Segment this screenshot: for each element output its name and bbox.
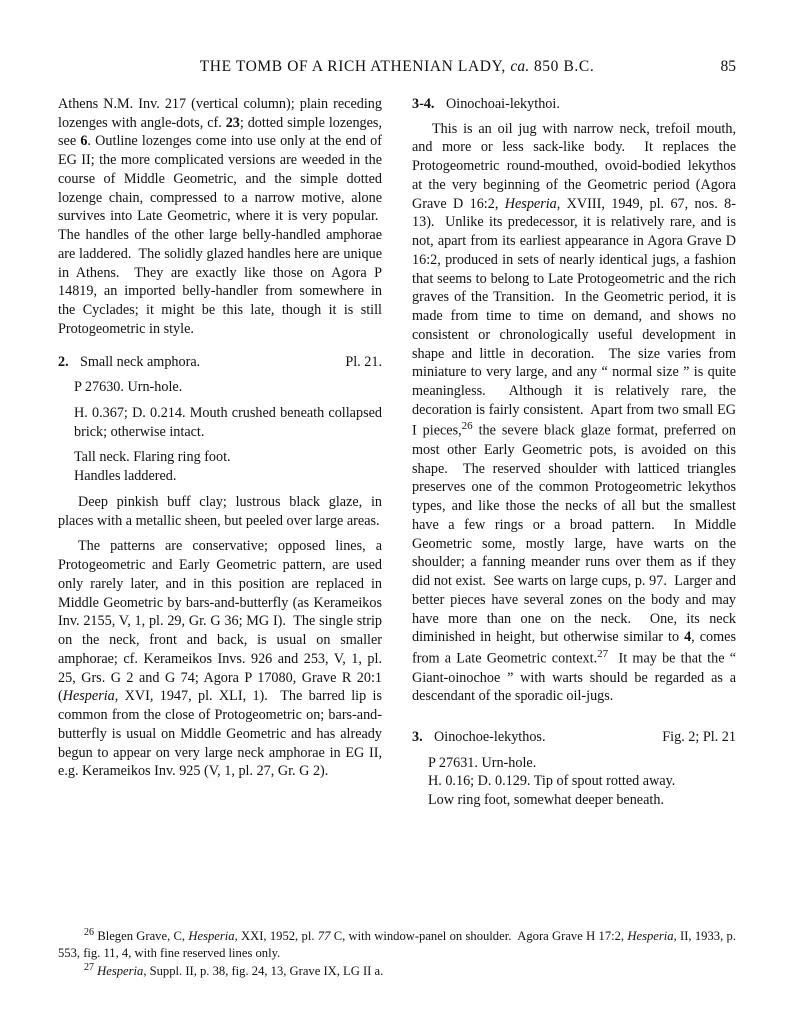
section-number: 3-4. xyxy=(412,96,435,112)
section-title: Oinochoai-lekythoi. xyxy=(446,96,560,112)
entry-line: Tall neck. Flaring ring foot. xyxy=(74,449,231,466)
entry-line: H. 0.367; D. 0.214. Mouth crushed beneath collapsed brick; otherwise intact. xyxy=(74,405,382,440)
entry-line: P 27630. Urn-hole. xyxy=(74,379,183,396)
section-body-paragraph: This is an oil jug with narrow neck, trefoil mouth, and more or less sack-like body. It replaces the Protogeometric round-mouthed, ovoid-bodied lekythos at the very beginning of the Geometric period (Agora Grave D 16:2, Hesperia, XVIII, 1949, pl. 67, nos. 8-13). Unlike its predecessor, it is relatively rare, and is not, apart from its earliest appearance in Agora Grave D 16:2, produced in sets of nearly identical jugs, a fashion that seems to belong to Late Protogeometric and the rich graves of the Transition. In the Geometric period, it is made from time to time on demand, and shows no consistent or chronologically useful development in shape and little in decoration. The size varies from miniature to very large, and any “ normal size ” is quite meaningless. Although it is relatively rare, the decoration is fairly consistent. Apart from two small EG I pieces,$^{26}$ the severe black glaze format, preferred on most other Early Geometric pots, is avoided on this shape. The reserved shoulder with latticed triangles preserves one of the common Protogeometric lekythos types, and like those the necks of all but the smallest have a few rings or a broad pattern. In Middle Geometric some, mostly large, have warts on the shoulder; a fanning meander runs over them as if they did not exist. See warts on large cups, p. 97. Larger and better pieces have several zones on the body and may have more than one on the neck. One, its neck diminished in height, but otherwise similar to 4, comes from a Late Geometric context.$^{27}$ It may be that the “ Giant-oinochoe ” with warts should be regarded as a descendant of the sporadic oil-jugs. xyxy=(412,120,737,705)
entry-number: 2. xyxy=(58,353,69,370)
entry-detail-block-2 xyxy=(58,448,382,485)
running-title-ca: ca. xyxy=(510,58,530,75)
entry-plate-ref: Fig. 2; Pl. 21 xyxy=(662,728,736,745)
entry-line: Handles laddered. xyxy=(74,468,177,485)
section-heading-3-4 xyxy=(412,95,736,114)
page-number: 85 xyxy=(720,58,736,75)
entry-line: Low ring foot, somewhat deeper beneath. xyxy=(428,792,664,809)
page-header xyxy=(58,58,736,82)
right-column xyxy=(412,95,736,810)
entry-paragraph: Deep pinkish buff clay; lustrous black glaze, in places with a metallic sheen, but peeled over large areas. xyxy=(58,493,382,529)
entry-title: Oinochoe-lekythos. xyxy=(434,728,546,745)
entry-title: Small neck amphora. xyxy=(80,353,201,370)
entry-detail-block-3 xyxy=(412,754,736,810)
entry-line: P 27631. Urn-hole. xyxy=(428,754,537,771)
left-column xyxy=(58,95,382,781)
catalog-entry-heading-3 xyxy=(412,728,736,747)
entry-detail-block xyxy=(58,378,382,397)
paragraph xyxy=(58,95,382,339)
left-intro-text: Athens N.M. Inv. 217 (vertical column); plain receding lozenges with angle-dots, cf. 23; dotted simple lozenges, see 6. Outline lozenges come into use only at the end of EG II; the more complicated versions are weeded in the course of Middle Geometric, and the simple dotted lozenge chain, compressed to a narrow motive, alone survives into Late Geometric, where it is very popular. The handles of the other large belly-handled amphorae are laddered. The solidly glazed handles here are unique in Athens. They are exactly like those on Agora P 14819, an imported belly-handler from somewhere in the Cyclades; it might be this late, though it is still Protogeometric in style. xyxy=(58,96,382,337)
running-title xyxy=(58,58,736,76)
body-columns xyxy=(58,95,736,810)
running-title-before: THE TOMB OF A RICH ATHENIAN LADY, xyxy=(199,58,506,75)
entry-line: H. 0.16; D. 0.129. Tip of spout rotted away. xyxy=(428,773,676,790)
catalog-entry-heading-2 xyxy=(58,353,382,372)
footnote-27: $^{27}$ Hesperia, Suppl. II, p. 38, fig. 24, 13, Grave IX, LG II a. xyxy=(84,961,384,979)
running-title-after: 850 B.C. xyxy=(533,58,595,75)
entry-number: 3. xyxy=(412,728,423,745)
footnote-26: $^{26}$ Blegen Grave, C, Hesperia, XXI, 1952, pl. 77 C, with window-panel on shoulder. Agora Grave H 17:2, Hesperia, II, 1933, p. 553, fig. 11, 4, with fine reserved lines only. xyxy=(58,927,736,960)
footnotes xyxy=(58,926,736,979)
footnote-mark: 27 xyxy=(84,961,94,973)
footnote-mark: 26 xyxy=(84,927,94,938)
entry-plate-ref: Pl. 21. xyxy=(345,353,382,370)
entry-paragraph-patterns: The patterns are conservative; opposed lines, a Protogeometric and Early Geometric pattern, are used only rarely later, and in this position are replaced in Middle Geometric by bars-and-butterfly (as Kerameikos Inv. 2155, V, 1, pl. 29, Gr. G 36; MG I). The single strip on the neck, front and back, is usual on smaller amphorae; cf. Kerameikos Invs. 926 and 253, V, 1, pl. 25, Grs. G 2 and G 74; Agora P 17080, Grave R 20:1 (Hesperia, XVI, 1947, pl. XLI, 1). The barred lip is common from the close of Protogeometric on; bars-and-butterfly is usual on Middle Geometric and has already begun to appear on very large neck amphorae in EG II, e.g. Kerameikos Inv. 925 (V, 1, pl. 27, Gr. G 2). xyxy=(58,538,382,780)
